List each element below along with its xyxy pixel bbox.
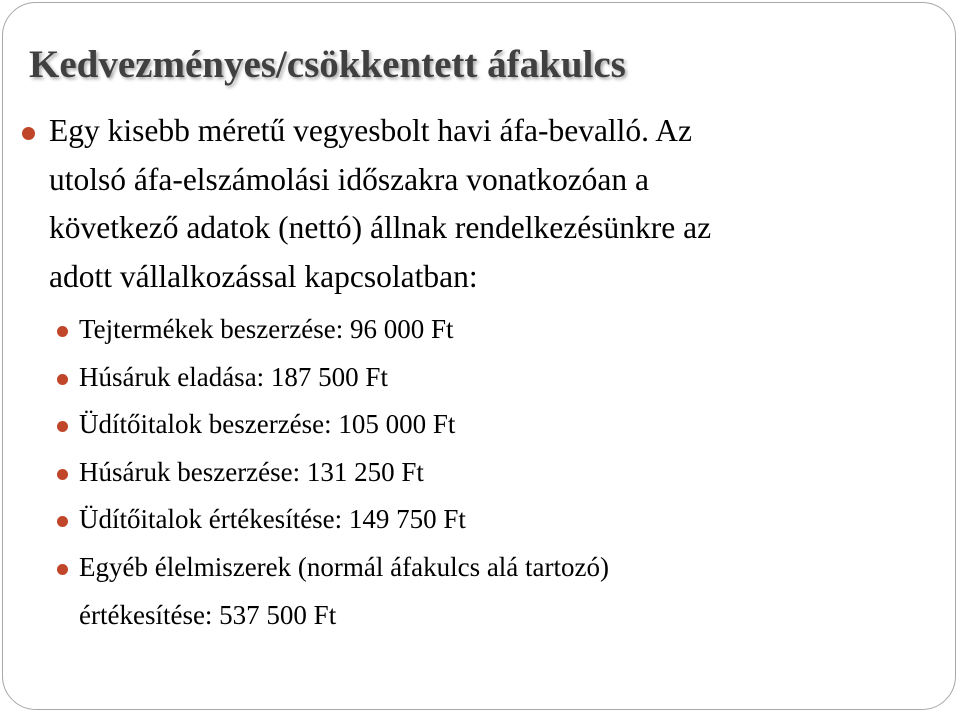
intro-line: adott vállalkozással kapcsolatban: [49, 258, 478, 294]
slide-title: Kedvezményes/csökkentett áfakulcs [29, 43, 626, 86]
list-item-text: Üdítőitalok beszerzése: 105 000 Ft [79, 409, 456, 439]
bullet-dot-icon [57, 326, 68, 337]
list-item [79, 496, 929, 544]
list-item [79, 306, 929, 354]
bullet-dot-icon [22, 127, 35, 140]
bullet-dot-icon [57, 516, 68, 527]
list-item [79, 449, 929, 497]
list-item [79, 354, 929, 402]
bullet-dot-icon [57, 421, 68, 432]
intro-line: Egy kisebb méretű vegyesbolt havi áfa-bevalló. Az [49, 113, 692, 148]
list-item-text: Húsáruk beszerzése: 131 250 Ft [79, 457, 424, 487]
list-item-text: Húsáruk eladása: 187 500 Ft [79, 362, 388, 392]
list-item [79, 544, 929, 639]
list-item [79, 401, 929, 449]
list-item-text: Üdítőitalok értékesítése: 149 750 Ft [79, 504, 466, 534]
intro-line: utolsó áfa-elszámolási időszakra vonatkozóan a [49, 161, 650, 197]
bullet-dot-icon [57, 374, 68, 385]
slide [2, 2, 956, 710]
bullet-dot-icon [57, 469, 68, 480]
intro-line: következő adatok (nettó) állnak rendelkezésünkre az [49, 210, 712, 245]
intro-bullet [49, 107, 929, 301]
bullet-dot-icon [57, 564, 68, 575]
list-item-text: Egyéb élelmiszerek (normál áfakulcs alá tartozó) [79, 552, 609, 582]
list-item-text: Tejtermékek beszerzése: 96 000 Ft [79, 314, 454, 344]
list-item-text: értékesítése: 537 500 Ft [79, 599, 337, 630]
